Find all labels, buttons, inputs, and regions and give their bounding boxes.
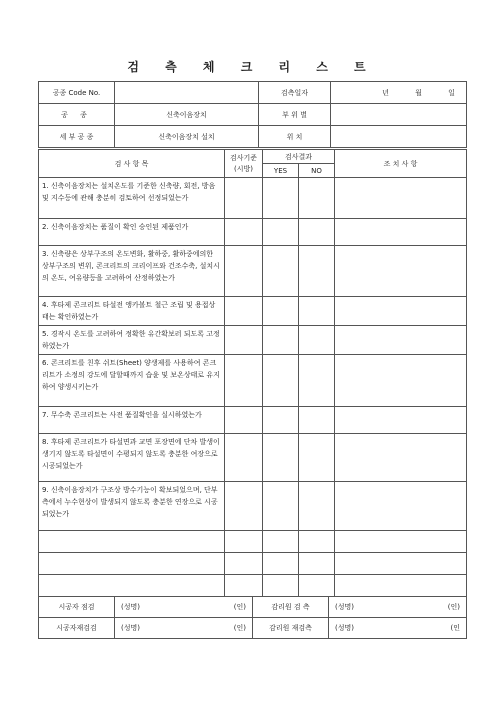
action-cell[interactable] — [335, 178, 467, 219]
standard-cell[interactable] — [225, 575, 263, 597]
yes-cell[interactable] — [263, 355, 299, 407]
col-standard-sub: (시방) — [234, 164, 253, 173]
action-cell[interactable] — [335, 575, 467, 597]
supervisor-check-signature[interactable] — [329, 597, 467, 618]
no-cell[interactable] — [299, 246, 335, 297]
date-label: 검측일자 — [259, 82, 331, 104]
checklist-item-3: 3. 신축량은 상부구조의 온도변화, 활하중, 활하중에의한 상부구조의 변위, 콘크리트의 크리이프와 건조수축, 설치시의 온도, 여유량등을 고려하여 산정하였는가 — [39, 246, 225, 297]
seal-label: (인) — [447, 603, 460, 611]
part-value[interactable] — [331, 104, 467, 126]
yes-cell[interactable] — [263, 434, 299, 482]
standard-cell[interactable] — [225, 178, 263, 219]
no-cell[interactable] — [299, 219, 335, 246]
standard-cell[interactable] — [225, 407, 263, 434]
table-row — [39, 326, 467, 355]
no-cell[interactable] — [299, 355, 335, 407]
standard-cell[interactable] — [225, 553, 263, 575]
no-cell[interactable] — [299, 407, 335, 434]
work-value: 신축이음장치 — [115, 104, 259, 126]
checklist-item-2: 2. 신축이음장치는 품질이 확인 승인된 제품인가 — [39, 219, 225, 246]
col-yes-header: YES — [263, 164, 299, 178]
standard-cell[interactable] — [225, 434, 263, 482]
name-label: (성명) — [335, 624, 354, 632]
action-cell[interactable] — [335, 219, 467, 246]
empty-item-cell[interactable] — [39, 575, 225, 597]
action-cell[interactable] — [335, 326, 467, 355]
empty-item-cell[interactable] — [39, 531, 225, 553]
action-cell[interactable] — [335, 553, 467, 575]
checklist-item-7: 7. 무수축 콘크리트는 사전 품질확인을 실시하였는가 — [39, 407, 225, 434]
no-cell[interactable] — [299, 482, 335, 531]
info-table — [38, 81, 467, 148]
checklist-item-8: 8. 후타제 콘크리트가 타설면과 교면 포장면에 단차 발생이 생기지 않도록 타설면이 수평되지 않도록 충분한 여장으로 시공되었는가 — [39, 434, 225, 482]
col-result-header: 검사결과 — [263, 150, 335, 164]
yes-cell[interactable] — [263, 297, 299, 326]
table-row — [39, 219, 467, 246]
yes-cell[interactable] — [263, 482, 299, 531]
col-standard-label: 검사기준 — [229, 153, 258, 162]
seal-label: (인) — [233, 624, 246, 632]
contractor-recheck-label: 시공자재검검 — [39, 618, 115, 639]
date-year: 년 — [382, 88, 389, 97]
name-label: (성명) — [121, 603, 140, 611]
contractor-recheck-signature[interactable] — [115, 618, 253, 639]
no-cell[interactable] — [299, 297, 335, 326]
no-cell[interactable] — [299, 178, 335, 219]
checklist-item-5: 5. 경작시 온도를 고려하여 정확한 유간확보러 되도록 고정하였는가 — [39, 326, 225, 355]
date-day: 일 — [448, 88, 455, 97]
supervisor-check-label: 감리원 검 측 — [253, 597, 329, 618]
yes-cell[interactable] — [263, 326, 299, 355]
standard-cell[interactable] — [225, 219, 263, 246]
yes-cell[interactable] — [263, 553, 299, 575]
location-value[interactable] — [331, 126, 467, 148]
detail-label: 세 부 공 종 — [39, 126, 115, 148]
supervisor-recheck-signature[interactable] — [329, 618, 467, 639]
yes-cell[interactable] — [263, 219, 299, 246]
name-label: (성명) — [335, 603, 354, 611]
action-cell[interactable] — [335, 434, 467, 482]
standard-cell[interactable] — [225, 355, 263, 407]
no-cell[interactable] — [299, 326, 335, 355]
no-cell[interactable] — [299, 553, 335, 575]
col-items-header: 검 사 항 목 — [39, 150, 225, 178]
standard-cell[interactable] — [225, 326, 263, 355]
table-row — [39, 246, 467, 297]
seal-label: (인 — [450, 624, 460, 632]
no-cell[interactable] — [299, 575, 335, 597]
seal-label: (인) — [233, 603, 246, 611]
detail-value: 신축이음장치 설치 — [115, 126, 259, 148]
action-cell[interactable] — [335, 407, 467, 434]
checklist-item-6: 6. 콘크리트를 친후 쉬트(Sheet) 양생제를 사용하여 콘크리트가 소정의 강도에 달할때까지 습윤 및 보온상태로 유지하여 양생시키는가 — [39, 355, 225, 407]
table-row — [39, 553, 467, 575]
table-row — [39, 355, 467, 407]
checklist-table — [38, 149, 467, 597]
contractor-check-signature[interactable] — [115, 597, 253, 618]
col-action-header: 조 치 사 항 — [335, 150, 467, 178]
yes-cell[interactable] — [263, 531, 299, 553]
standard-cell[interactable] — [225, 531, 263, 553]
table-row — [39, 297, 467, 326]
date-month: 월 — [415, 88, 422, 97]
table-row — [39, 531, 467, 553]
standard-cell[interactable] — [225, 246, 263, 297]
col-standard-header — [225, 150, 263, 178]
table-row — [39, 178, 467, 219]
yes-cell[interactable] — [263, 246, 299, 297]
work-label: 공 종 — [39, 104, 115, 126]
standard-cell[interactable] — [225, 297, 263, 326]
table-row — [39, 407, 467, 434]
table-row — [39, 482, 467, 531]
yes-cell[interactable] — [263, 407, 299, 434]
supervisor-recheck-label: 감리원 재검측 — [253, 618, 329, 639]
no-cell[interactable] — [299, 434, 335, 482]
name-label: (성명) — [121, 624, 140, 632]
signature-table — [38, 596, 467, 639]
action-cell[interactable] — [335, 297, 467, 326]
yes-cell[interactable] — [263, 575, 299, 597]
checklist-item-1: 1. 신축이음장치는 설치온도를 기준한 신축량, 회전, 방음 및 지수등에 관해 충분히 검토하여 선정되었는가 — [39, 178, 225, 219]
action-cell[interactable] — [335, 246, 467, 297]
checklist-item-9: 9. 신축이음장치가 구조상 방수기능이 확보되었으며, 단부측에서 누수현상이 발생되지 않도록 충분한 연장으로 시공되었는가 — [39, 482, 225, 531]
action-cell[interactable] — [335, 482, 467, 531]
checklist-item-4: 4. 후타제 콘크리트 타설전 앵카볼트 철근 조립 및 용접상태는 확인하였는가 — [39, 297, 225, 326]
location-label: 위 치 — [259, 126, 331, 148]
table-row — [39, 434, 467, 482]
yes-cell[interactable] — [263, 178, 299, 219]
standard-cell[interactable] — [225, 482, 263, 531]
col-no-header: NO — [299, 164, 335, 178]
contractor-check-label: 시공자 점검 — [39, 597, 115, 618]
action-cell[interactable] — [335, 531, 467, 553]
code-value[interactable] — [115, 82, 259, 104]
part-label: 부 위 별 — [259, 104, 331, 126]
empty-item-cell[interactable] — [39, 553, 225, 575]
action-cell[interactable] — [335, 355, 467, 407]
code-label: 공종 Code No. — [39, 82, 115, 104]
no-cell[interactable] — [299, 531, 335, 553]
date-value[interactable] — [331, 82, 467, 104]
table-row — [39, 575, 467, 597]
page-title: 검 측 체 크 리 스 트 — [127, 60, 377, 74]
